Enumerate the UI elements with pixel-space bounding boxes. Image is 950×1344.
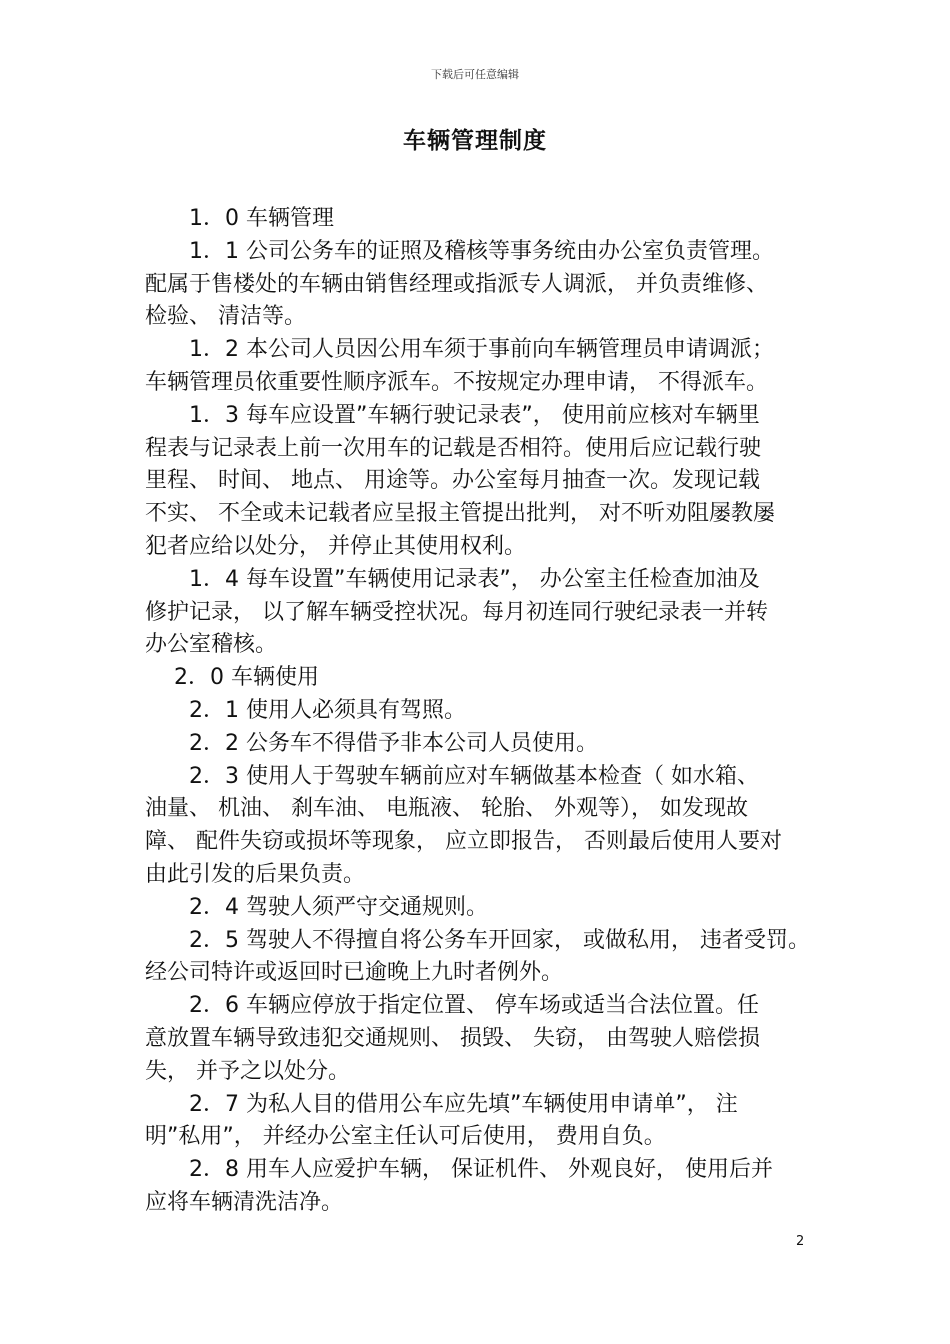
text-line: 2．3 使用人于驾驶车辆前应对车辆做基本检查（ 如水箱、 <box>145 763 759 789</box>
page-number: 2 <box>796 1234 805 1249</box>
text-line: 里程、 时间、 地点、 用途等。办公室每月抽查一次。发现记载 <box>145 468 760 494</box>
text-line: 2．0 车辆使用 <box>145 665 319 691</box>
text-line: 2．5 驾驶人不得擅自将公务车开回家， 或做私用， 违者受罚。 <box>145 927 810 953</box>
text-line: 车辆管理员依重要性顺序派车。不按规定办理申请， 不得派车。 <box>145 369 768 395</box>
text-line: 障、 配件失窃或损坏等现象， 应立即报告， 否则最后使用人要对 <box>145 829 782 855</box>
text-line: 经公司特许或返回时已逾晚上九时者例外。 <box>145 960 564 986</box>
document-title: 车辆管理制度 <box>403 128 547 154</box>
text-line: 1．1 公司公务车的证照及稽核等事务统由办公室负责管理。 <box>145 238 774 264</box>
text-line: 油量、 机油、 刹车油、 电瓶液、 轮胎、 外观等）， 如发现故 <box>145 796 748 822</box>
text-line: 意放置车辆导致违犯交通规则、 损毁、 失窃， 由驾驶人赔偿损 <box>145 1025 760 1051</box>
text-line: 2．7 为私人目的借用公车应先填”车辆使用申请单”， 注 <box>145 1091 738 1117</box>
text-line: 由此引发的后果负责。 <box>145 861 366 887</box>
text-line: 2．2 公务车不得借予非本公司人员使用。 <box>145 730 598 756</box>
text-line: 程表与记录表上前一次用车的记载是否相符。使用后应记载行驶 <box>145 435 762 461</box>
text-line: 配属于售楼处的车辆由销售经理或指派专人调派， 并负责维修、 <box>145 271 768 297</box>
text-line: 2．6 车辆应停放于指定位置、 停车场或适当合法位置。任 <box>145 993 759 1019</box>
text-line: 2．1 使用人必须具有驾照。 <box>145 697 466 723</box>
text-line: 1．2 本公司人员因公用车须于事前向车辆管理员申请调派； <box>145 337 774 363</box>
text-line: 1．0 车辆管理 <box>145 206 334 231</box>
text-line: 犯者应给以处分， 并停止其使用权利。 <box>145 533 526 559</box>
text-line: 1．4 每车设置”车辆使用记录表”， 办公室主任检查加油及 <box>145 566 760 592</box>
text-line: 应将车辆清洗洁净。 <box>145 1189 344 1215</box>
text-line: 不实、 不全或未记载者应呈报主管提出批判， 对不听劝阻屡教屡 <box>145 501 775 527</box>
text-line: 明”私用”， 并经办公室主任认可后使用， 费用自负。 <box>145 1124 666 1150</box>
text-line: 办公室稽核。 <box>145 632 278 658</box>
page-header: 下载后可任意编辑 <box>431 68 519 81</box>
text-line: 2．8 用车人应爱护车辆， 保证机件、 外观良好， 使用后并 <box>145 1157 773 1183</box>
text-line: 1．3 每车应设置”车辆行驶记录表”， 使用前应核对车辆里 <box>145 402 760 428</box>
text-line: 失， 并予之以处分。 <box>145 1058 350 1084</box>
text-line: 检验、 清洁等。 <box>145 304 306 330</box>
text-line: 修护记录， 以了解车辆受控状况。每月初连同行驶纪录表一并转 <box>145 599 768 625</box>
document-body <box>145 203 825 1220</box>
text-line: 2．4 驾驶人须严守交通规则。 <box>145 894 488 920</box>
